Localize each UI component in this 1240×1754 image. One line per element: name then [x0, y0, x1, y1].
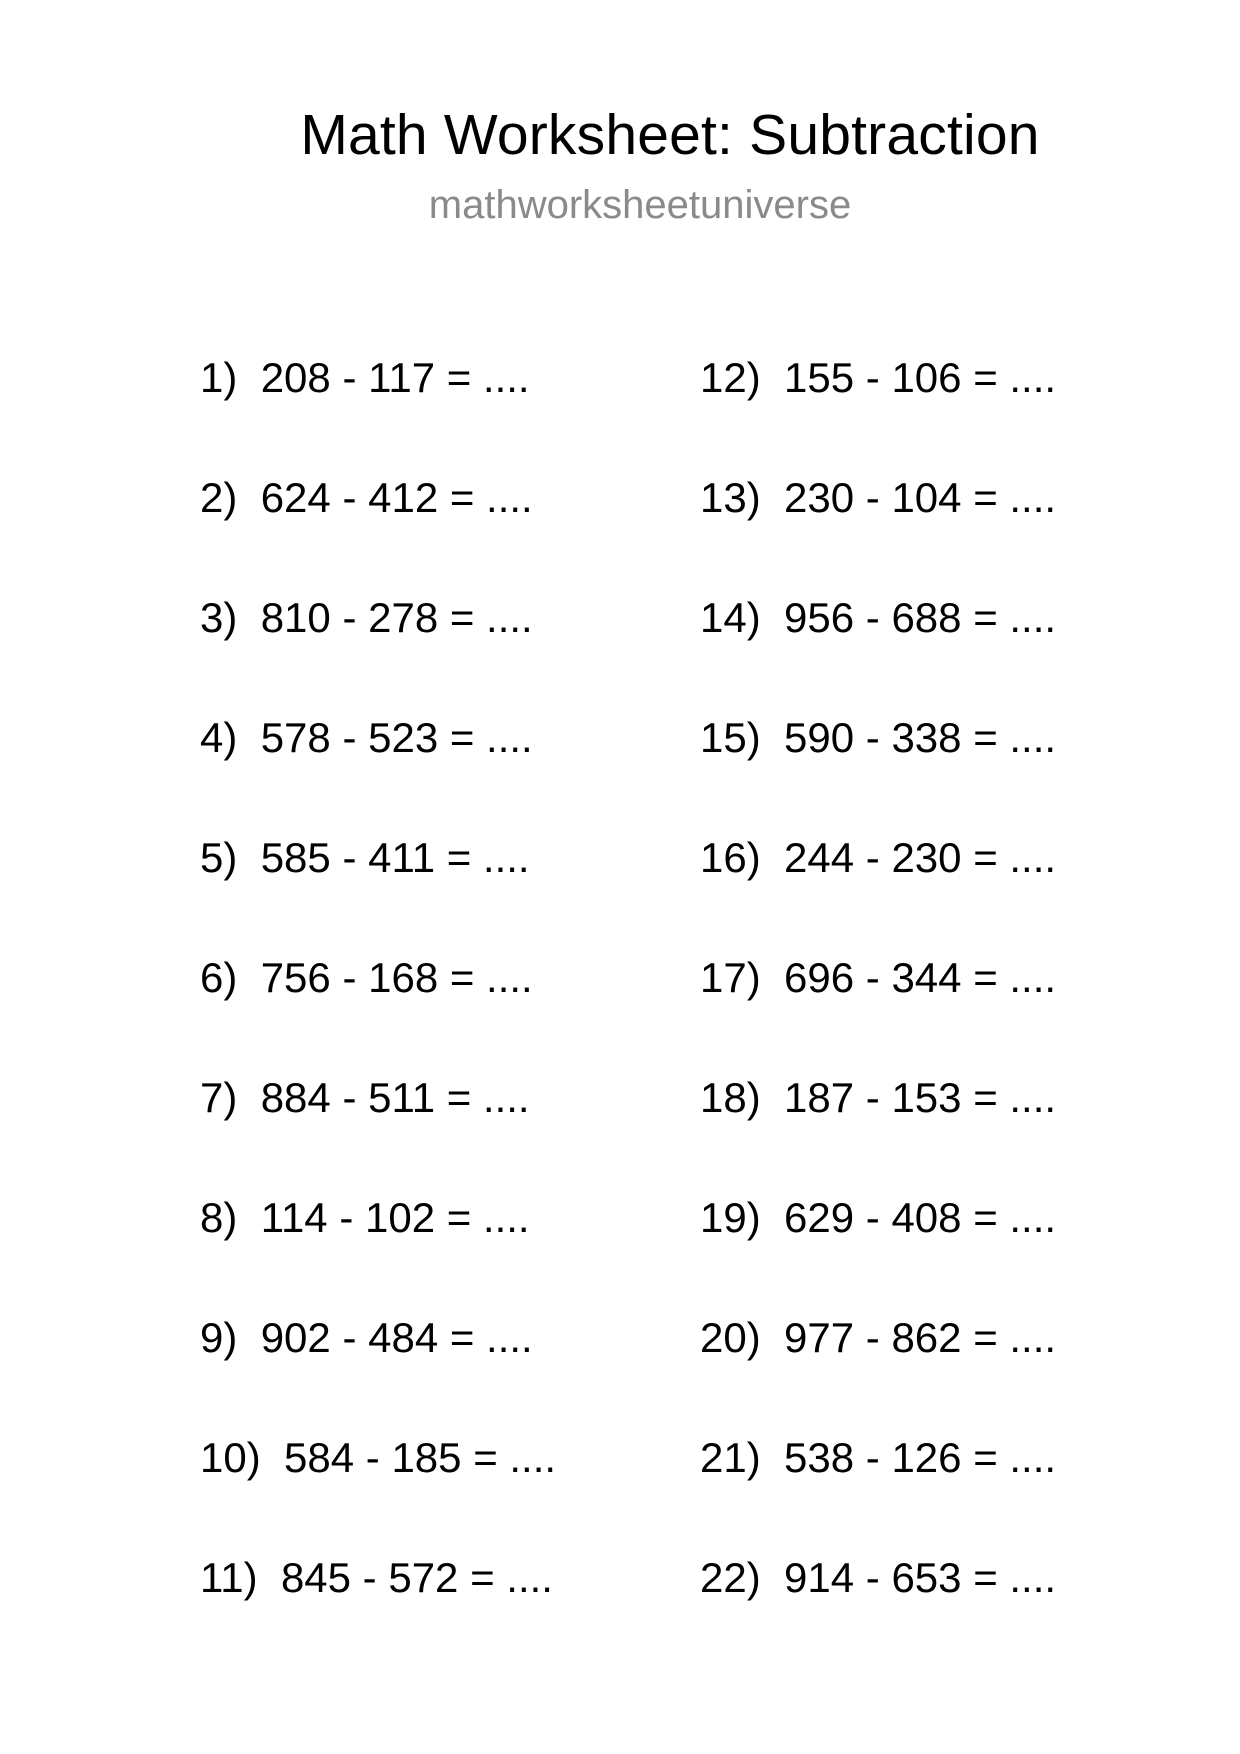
problem-number: 17) [700, 954, 761, 1001]
problem-number: 6) [200, 954, 238, 1001]
problem-number: 21) [700, 1434, 761, 1481]
problem-item [700, 1068, 1180, 1188]
page-subtitle: mathworksheetuniverse [428, 183, 852, 227]
problem-number: 20) [700, 1314, 761, 1361]
problem-expression: 977 - 862 = .... [784, 1314, 1057, 1361]
problem-number: 5) [200, 834, 238, 881]
problem-number: 11) [200, 1554, 258, 1601]
problem-item [700, 348, 1180, 468]
problem-expression: 230 - 104 = .... [784, 474, 1057, 521]
problem-list-right [700, 348, 1180, 1668]
problem-number: 16) [700, 834, 761, 881]
problem-expression: 902 - 484 = .... [260, 1314, 533, 1361]
problem-number: 4) [200, 714, 238, 761]
problem-item [200, 1188, 680, 1308]
problem-number: 19) [700, 1194, 761, 1241]
problem-list-left [200, 348, 680, 1668]
problem-item [200, 1548, 680, 1668]
problem-expression: 155 - 106 = .... [784, 354, 1057, 401]
problem-expression: 624 - 412 = .... [260, 474, 533, 521]
problem-number: 14) [700, 594, 761, 641]
problem-number: 8) [200, 1194, 238, 1241]
problem-item [200, 348, 680, 468]
problem-number: 10) [200, 1434, 261, 1481]
problem-expression: 584 - 185 = .... [284, 1434, 557, 1481]
problem-item [700, 1428, 1180, 1548]
problem-item [700, 828, 1180, 948]
problem-expression: 629 - 408 = .... [784, 1194, 1057, 1241]
problem-expression: 208 - 117 = .... [260, 354, 530, 401]
problem-expression: 756 - 168 = .... [260, 954, 533, 1001]
problem-expression: 696 - 344 = .... [784, 954, 1057, 1001]
problem-number: 1) [200, 354, 238, 401]
problem-item [200, 1308, 680, 1428]
problem-expression: 845 - 572 = .... [280, 1554, 553, 1601]
problem-item [200, 708, 680, 828]
problem-number: 2) [200, 474, 238, 521]
problem-number: 15) [700, 714, 761, 761]
problem-number: 18) [700, 1074, 761, 1121]
problem-expression: 244 - 230 = .... [784, 834, 1057, 881]
problem-item [700, 468, 1180, 588]
problem-number: 3) [200, 594, 238, 641]
problem-expression: 914 - 653 = .... [784, 1554, 1057, 1601]
problem-expression: 114 - 102 = .... [260, 1194, 530, 1241]
problem-item [700, 1188, 1180, 1308]
problem-item [200, 468, 680, 588]
problem-expression: 578 - 523 = .... [260, 714, 533, 761]
problem-expression: 538 - 126 = .... [784, 1434, 1057, 1481]
problem-expression: 884 - 511 = .... [260, 1074, 530, 1121]
problem-number: 13) [700, 474, 761, 521]
problem-expression: 810 - 278 = .... [260, 594, 533, 641]
problem-number: 12) [700, 354, 761, 401]
problem-expression: 187 - 153 = .... [784, 1074, 1057, 1121]
problem-columns [0, 348, 1240, 1648]
problem-item [200, 948, 680, 1068]
problem-item [700, 588, 1180, 708]
problem-item [200, 1068, 680, 1188]
problem-item [700, 708, 1180, 828]
problem-item [200, 1428, 680, 1548]
problem-item [200, 828, 680, 948]
page-title: Math Worksheet: Subtraction [300, 103, 1040, 167]
problem-item [700, 948, 1180, 1068]
problem-item [200, 588, 680, 708]
problem-expression: 585 - 411 = .... [260, 834, 530, 881]
problem-item [700, 1548, 1180, 1668]
problem-number: 22) [700, 1554, 761, 1601]
problem-item [700, 1308, 1180, 1428]
problem-number: 9) [200, 1314, 238, 1361]
problem-expression: 590 - 338 = .... [784, 714, 1057, 761]
problem-number: 7) [200, 1074, 238, 1121]
problem-expression: 956 - 688 = .... [784, 594, 1057, 641]
